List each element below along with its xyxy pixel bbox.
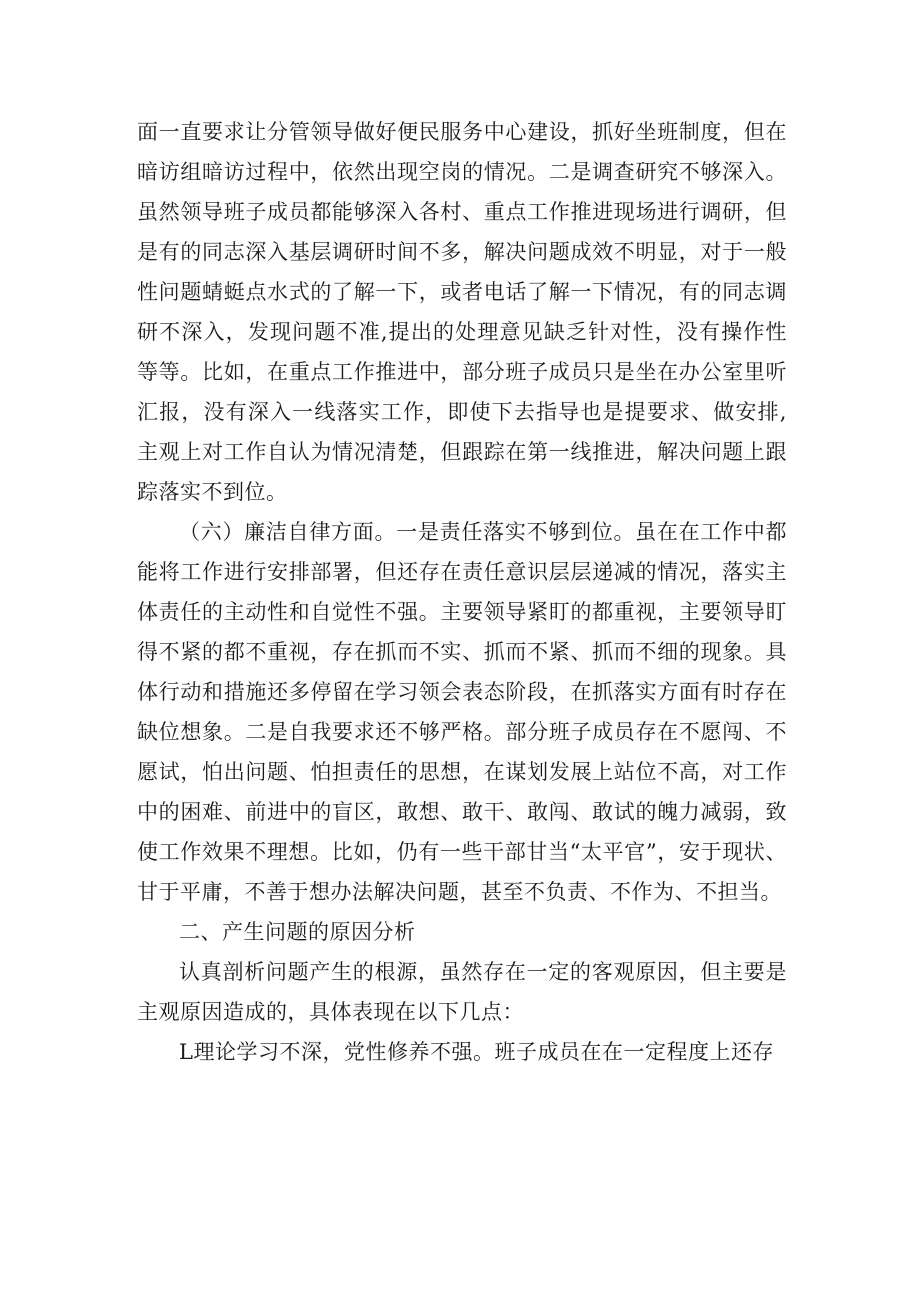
paragraph-cause-intro: 认真剖析问题产生的根源，虽然存在一定的客观原因，但主要是主观原因造成的，具体表现在以下几点： bbox=[137, 960, 787, 1024]
section-heading-cause-analysis: 二、产生问题的原因分析 bbox=[179, 920, 416, 944]
document-body bbox=[137, 112, 787, 1072]
paragraph-integrity-self-discipline: （六）廉洁自律方面。一是责任落实不够到位。虽在在工作中都能将工作进行安排部署，但还存在责任意识层层递减的情况，落实主体责任的主动性和自觉性不强。主要领导紧盯的都重视，主要领导盯得不紧的都不重视，存在抓而不实、抓而不紧、抓而不细的现象。具体行动和措施还多停留在学习领会表态阶段，在抓落实方面有时存在缺位想象。二是自我要求还不够严格。部分班子成员存在不愿闯、不愿试，怕出问题、怕担责任的思想，在谋划发展上站位不高，对工作中的困难、前进中的盲区，敢想、敢干、敢闯、敢试的魄力减弱，致使工作效果不理想。比如，仍有一些干部甘当“太平官”，安于现状、甘于平庸，不善于想办法解决问题，甚至不负责、不作为、不担当。 bbox=[137, 520, 787, 904]
paragraph-work-style: 面一直要求让分管领导做好便民服务中心建设，抓好坐班制度，但在暗访组暗访过程中，依然出现空岗的情况。二是调查研究不够深入。虽然领导班子成员都能够深入各村、重点工作推进现场进行调研，但是有的同志深入基层调研时间不多，解决问题成效不明显，对于一般性问题蜻蜓点水式的了解一下，或者电话了解一下情况，有的同志调研不深入，发现问题不准,提出的处理意见缺乏针对性，没有操作性等等。比如，在重点工作推进中，部分班子成员只是坐在办公室里听汇报，没有深入一线落实工作，即使下去指导也是提要求、做安排,主观上对工作自认为情况清楚，但跟踪在第一线推进，解决问题上跟踪落实不到位。 bbox=[137, 120, 787, 504]
paragraph-theory-study: L理论学习不深，党性修养不强。班子成员在在一定程度上还存 bbox=[179, 1040, 774, 1064]
